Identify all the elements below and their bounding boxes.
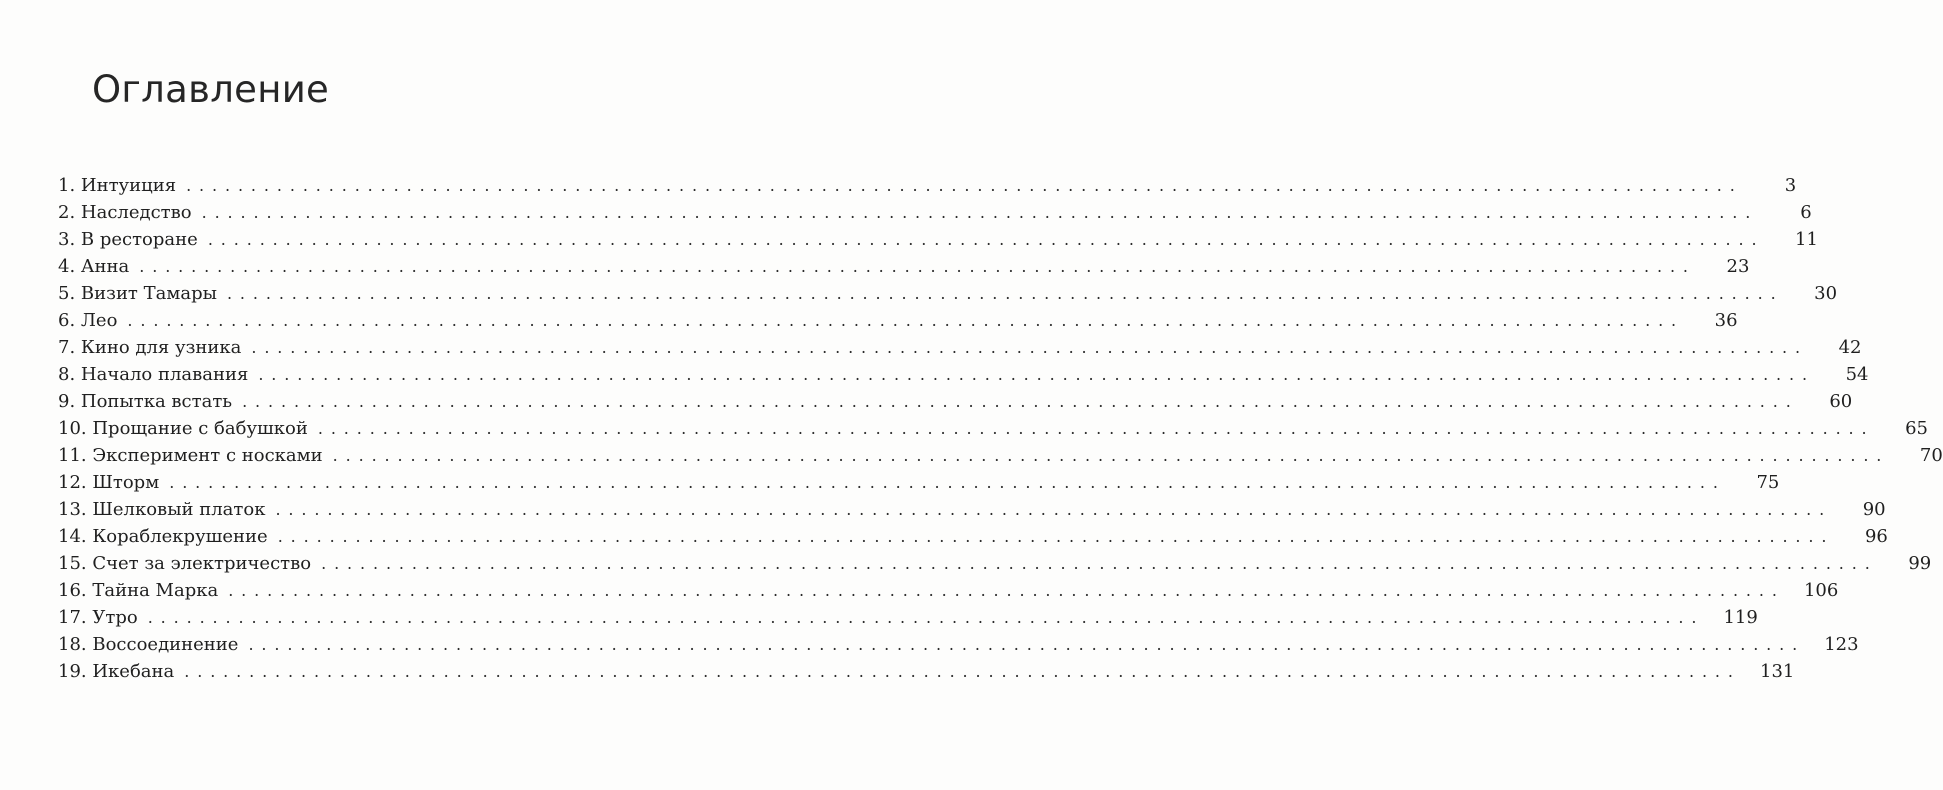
toc-entry [58, 442, 1943, 469]
toc-dot-leader: . . . . . . . . . . . . . . . . . . . . . . . . . . . . . . . . . . . . . . . . . . . . . . . . . . . . . . . . . . . . . . . . . . . . . . . . . . . . . . . . . . . . . . . . . . . . . . . . . . . . . . . . . . . . . . . . . . . . . . . . [169, 473, 1720, 492]
toc-dot-leader: . . . . . . . . . . . . . . . . . . . . . . . . . . . . . . . . . . . . . . . . . . . . . . . . . . . . . . . . . . . . . . . . . . . . . . . . . . . . . . . . . . . . . . . . . . . . . . . . . . . . . . . . . . . . . . . . . . . . . . . . [277, 527, 1828, 546]
toc-entry [58, 577, 1839, 604]
toc-dot-leader: . . . . . . . . . . . . . . . . . . . . . . . . . . . . . . . . . . . . . . . . . . . . . . . . . . . . . . . . . . . . . . . . . . . . . . . . . . . . . . . . . . . . . . . . . . . . . . . . . . . . . . . . . . . . . . . . . . . . . . . . [332, 446, 1883, 465]
toc-page-number: 23 [1726, 256, 1750, 277]
toc-dot-leader: . . . . . . . . . . . . . . . . . . . . . . . . . . . . . . . . . . . . . . . . . . . . . . . . . . . . . . . . . . . . . . . . . . . . . . . . . . . . . . . . . . . . . . . . . . . . . . . . . . . . . . . . . . . . . . . . . . . . . . . . [258, 365, 1809, 384]
toc-entry-title: 5. Визит Тамары [58, 283, 217, 304]
toc-page-number: 36 [1714, 310, 1738, 331]
toc-dot-leader: . . . . . . . . . . . . . . . . . . . . . . . . . . . . . . . . . . . . . . . . . . . . . . . . . . . . . . . . . . . . . . . . . . . . . . . . . . . . . . . . . . . . . . . . . . . . . . . . . . . . . . . . . . . . . . . . . . . . . . . . [248, 635, 1799, 654]
toc-dot-leader: . . . . . . . . . . . . . . . . . . . . . . . . . . . . . . . . . . . . . . . . . . . . . . . . . . . . . . . . . . . . . . . . . . . . . . . . . . . . . . . . . . . . . . . . . . . . . . . . . . . . . . . . . . . . . . . . . . . . . . . . [207, 230, 1758, 249]
toc-entry [58, 496, 1886, 523]
toc-page-number: 75 [1756, 472, 1780, 493]
toc-entry [58, 631, 1859, 658]
toc-entry-title: 17. Утро [58, 607, 138, 628]
toc-page-number: 123 [1824, 634, 1859, 655]
toc-page-number: 6 [1800, 202, 1812, 223]
toc-entry [58, 523, 1888, 550]
toc-dot-leader: . . . . . . . . . . . . . . . . . . . . . . . . . . . . . . . . . . . . . . . . . . . . . . . . . . . . . . . . . . . . . . . . . . . . . . . . . . . . . . . . . . . . . . . . . . . . . . . . . . . . . . . . . . . . . . . . . . . . . . . . [251, 338, 1802, 357]
toc-entry-title: 11. Эксперимент с носками [58, 445, 323, 466]
toc-dot-leader: . . . . . . . . . . . . . . . . . . . . . . . . . . . . . . . . . . . . . . . . . . . . . . . . . . . . . . . . . . . . . . . . . . . . . . . . . . . . . . . . . . . . . . . . . . . . . . . . . . . . . . . . . . . . . . . . . . . . . . . . [186, 176, 1737, 195]
toc-page-number: 70 [1919, 445, 1943, 466]
toc-entry-title: 13. Шелковый платок [58, 499, 266, 520]
toc-entry-title: 1. Интуиция [58, 175, 177, 196]
toc-entry-title: 10. Прощание с бабушкой [58, 418, 308, 439]
toc-entry-title: 18. Воссоединение [58, 634, 239, 655]
toc-page-number: 54 [1845, 364, 1869, 385]
toc-entry [58, 172, 1797, 199]
toc-entry [58, 415, 1928, 442]
toc-page-number: 60 [1829, 391, 1853, 412]
toc-page-number: 119 [1723, 607, 1758, 628]
toc-entry-title: 2. Наследство [58, 202, 192, 223]
table-of-contents [58, 172, 1943, 685]
toc-entry [58, 469, 1780, 496]
page-title: Оглавление [92, 68, 330, 111]
toc-dot-leader: . . . . . . . . . . . . . . . . . . . . . . . . . . . . . . . . . . . . . . . . . . . . . . . . . . . . . . . . . . . . . . . . . . . . . . . . . . . . . . . . . . . . . . . . . . . . . . . . . . . . . . . . . . . . . . . . . . . . . . . . [201, 203, 1752, 222]
toc-dot-leader: . . . . . . . . . . . . . . . . . . . . . . . . . . . . . . . . . . . . . . . . . . . . . . . . . . . . . . . . . . . . . . . . . . . . . . . . . . . . . . . . . . . . . . . . . . . . . . . . . . . . . . . . . . . . . . . . . . . . . . . . [147, 608, 1698, 627]
toc-entry [58, 334, 1862, 361]
toc-page-number: 65 [1905, 418, 1928, 439]
toc-entry [58, 199, 1812, 226]
toc-entry [58, 388, 1853, 415]
toc-page-number: 106 [1803, 580, 1839, 601]
toc-page-number: 131 [1760, 661, 1795, 682]
toc-dot-leader: . . . . . . . . . . . . . . . . . . . . . . . . . . . . . . . . . . . . . . . . . . . . . . . . . . . . . . . . . . . . . . . . . . . . . . . . . . . . . . . . . . . . . . . . . . . . . . . . . . . . . . . . . . . . . . . . . . . . . . . . [127, 311, 1678, 330]
toc-page-number: 42 [1838, 337, 1862, 358]
toc-entry-title: 4. Анна [58, 256, 130, 277]
toc-entry-title: 8. Начало плавания [58, 364, 249, 385]
toc-entry [58, 226, 1818, 253]
toc-page-number: 30 [1814, 283, 1838, 304]
toc-entry [58, 658, 1795, 685]
toc-entry-title: 16. Тайна Марка [58, 580, 219, 601]
toc-entry-title: 3. В ресторане [58, 229, 198, 250]
toc-entry [58, 253, 1750, 280]
toc-entry [58, 604, 1758, 631]
toc-page-number: 3 [1784, 175, 1797, 196]
toc-dot-leader: . . . . . . . . . . . . . . . . . . . . . . . . . . . . . . . . . . . . . . . . . . . . . . . . . . . . . . . . . . . . . . . . . . . . . . . . . . . . . . . . . . . . . . . . . . . . . . . . . . . . . . . . . . . . . . . . . . . . . . . . [139, 257, 1690, 276]
toc-entry-title: 6. Лео [58, 310, 118, 331]
toc-dot-leader: . . . . . . . . . . . . . . . . . . . . . . . . . . . . . . . . . . . . . . . . . . . . . . . . . . . . . . . . . . . . . . . . . . . . . . . . . . . . . . . . . . . . . . . . . . . . . . . . . . . . . . . . . . . . . . . . . . . . . . . . [321, 554, 1872, 573]
toc-page-number: 96 [1864, 526, 1888, 547]
toc-entry-title: 19. Икебана [58, 661, 175, 682]
toc-entry [58, 307, 1738, 334]
toc-entry [58, 280, 1838, 307]
toc-page-number: 90 [1862, 499, 1886, 520]
toc-dot-leader: . . . . . . . . . . . . . . . . . . . . . . . . . . . . . . . . . . . . . . . . . . . . . . . . . . . . . . . . . . . . . . . . . . . . . . . . . . . . . . . . . . . . . . . . . . . . . . . . . . . . . . . . . . . . . . . . . . . . . . . . [184, 662, 1735, 681]
toc-dot-leader: . . . . . . . . . . . . . . . . . . . . . . . . . . . . . . . . . . . . . . . . . . . . . . . . . . . . . . . . . . . . . . . . . . . . . . . . . . . . . . . . . . . . . . . . . . . . . . . . . . . . . . . . . . . . . . . . . . . . . . . . [226, 284, 1778, 303]
toc-entry-title: 9. Попытка встать [58, 391, 233, 412]
toc-entry-title: 14. Кораблекрушение [58, 526, 268, 547]
toc-entry [58, 361, 1869, 388]
toc-dot-leader: . . . . . . . . . . . . . . . . . . . . . . . . . . . . . . . . . . . . . . . . . . . . . . . . . . . . . . . . . . . . . . . . . . . . . . . . . . . . . . . . . . . . . . . . . . . . . . . . . . . . . . . . . . . . . . . . . . . . . . . . [275, 500, 1826, 519]
toc-entry [58, 550, 1932, 577]
toc-dot-leader: . . . . . . . . . . . . . . . . . . . . . . . . . . . . . . . . . . . . . . . . . . . . . . . . . . . . . . . . . . . . . . . . . . . . . . . . . . . . . . . . . . . . . . . . . . . . . . . . . . . . . . . . . . . . . . . . . . . . . . . . [242, 392, 1793, 411]
toc-page-number: 11 [1795, 229, 1818, 250]
toc-dot-leader: . . . . . . . . . . . . . . . . . . . . . . . . . . . . . . . . . . . . . . . . . . . . . . . . . . . . . . . . . . . . . . . . . . . . . . . . . . . . . . . . . . . . . . . . . . . . . . . . . . . . . . . . . . . . . . . . . . . . . . . . [228, 581, 1779, 600]
toc-entry-title: 12. Шторм [58, 472, 160, 493]
toc-dot-leader: . . . . . . . . . . . . . . . . . . . . . . . . . . . . . . . . . . . . . . . . . . . . . . . . . . . . . . . . . . . . . . . . . . . . . . . . . . . . . . . . . . . . . . . . . . . . . . . . . . . . . . . . . . . . . . . . . . . . . . . . [317, 419, 1868, 438]
toc-entry-title: 7. Кино для узника [58, 337, 242, 358]
toc-entry-title: 15. Счет за электричество [58, 553, 312, 574]
toc-page-number: 99 [1908, 553, 1932, 574]
